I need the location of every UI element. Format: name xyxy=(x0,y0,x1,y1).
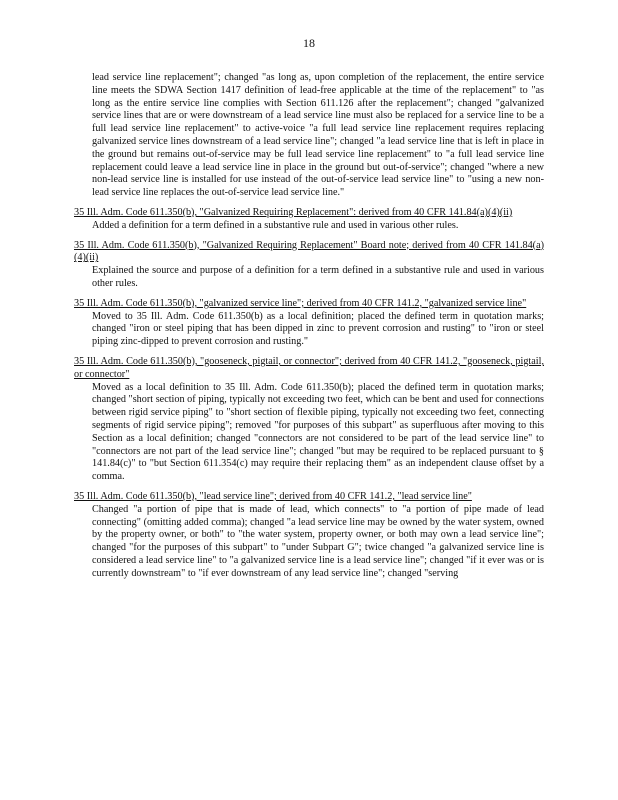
entry-text: Moved to 35 Ill. Adm. Code 611.350(b) as a local definition; placed the defined term in quotation marks; changed "iron or steel piping that has been dipped in zinc to prevent corrosion and rusting" to "iron or steel piping zinc-dipped to prevent corrosion and rusting." xyxy=(92,310,544,348)
entry-heading: 35 Ill. Adm. Code 611.350(b), "Galvanized Requiring Replacement" Board note; derived from 40 CFR 141.84(a)(4)(ii) xyxy=(74,239,544,264)
entry-text: Changed "a portion of pipe that is made of lead, which connects" to "a portion of pipe made of lead connecting" (omitting added comma); changed "a lead service line may be owned by the water system, owned by the property owner, or both" to "the water system, property owner, or both may own a lead service line"; changed "for the purposes of this subpart" to "under Subpart G"; twice changed "a galvanized service line is considered a lead service line" to "a galvanized service line is a lead service line"; changed "if it ever was or is currently downstream" to "if ever downstream of any lead service line"; changed "serving xyxy=(92,503,544,579)
definition-entry xyxy=(74,240,544,291)
entry-text: Moved as a local definition to 35 Ill. Adm. Code 611.350(b); placed the defined term in quotation marks; changed "short section of piping, typically not exceeding two feet, which can be bent and used for connections between rigid service piping" to "short section of flexible piping, typically not exceeding two feet, connecting segments of rigid service piping"; removed "for purposes of this subpart" as superfluous after moving to this Section as a local definition; changed "connectors are not considered to be part of the lead service line" to "connectors are not part of the lead service line"; changed "but may be required to be replaced pursuant to § 141.84(c)" to "but Section 611.354(c) may require their replacing them" as an independent clause offset by a comma. xyxy=(92,381,544,483)
entry-text: Added a definition for a term defined in a substantive rule and used in various other rules. xyxy=(92,219,459,231)
entry-heading: 35 Ill. Adm. Code 611.350(b), "galvanized service line"; derived from 40 CFR 141.2, "galvanized service line" xyxy=(74,297,527,309)
page-number: 18 xyxy=(303,36,315,50)
entry-text: Explained the source and purpose of a definition for a term defined in a substantive rule and used in various other rules. xyxy=(92,265,544,289)
entry-heading: 35 Ill. Adm. Code 611.350(b), "lead service line"; derived from 40 CFR 141.2, "lead service line" xyxy=(74,490,472,502)
definition-entry xyxy=(74,207,544,233)
definition-entry xyxy=(74,298,544,349)
page-content xyxy=(74,72,544,580)
entry-heading: 35 Ill. Adm. Code 611.350(b), "gooseneck, pigtail, or connector"; derived from 40 CFR 141.2, "gooseneck, pigtail, or connector" xyxy=(74,355,544,380)
continuation-paragraph: lead service line replacement"; changed "as long as, upon completion of the replacement, the entire service line meets the SDWA Section 1417 definition of lead-free applicable at the time of the replacement" to "as long as the entire service line complies with Section 611.126 after the replacement"; changed "galvanized service lines that are or were downstream of a lead service line must also be replaced for a service line to be a full lead service line replacement" to active-voice "a full lead service line replacement requires replacing galvanized service lines downstream of a lead service line"; changed "a lead service line that is left in place in the ground but remains out-of-service may be full lead service line replacement" to "a full lead service line replacement could leave a lead service line in place in the ground but out-of-service"; changed "where a new non-lead service line is installed for use instead of the out-of-service lead service line" to "using a new non-lead service line replaces the out-of-service lead service line." xyxy=(92,72,544,199)
definition-entry xyxy=(74,356,544,484)
entry-heading: 35 Ill. Adm. Code 611.350(b), "Galvanized Requiring Replacement": derived from 40 CFR 141.84(a)(4)(ii) xyxy=(74,206,513,218)
definition-entry xyxy=(74,491,544,581)
